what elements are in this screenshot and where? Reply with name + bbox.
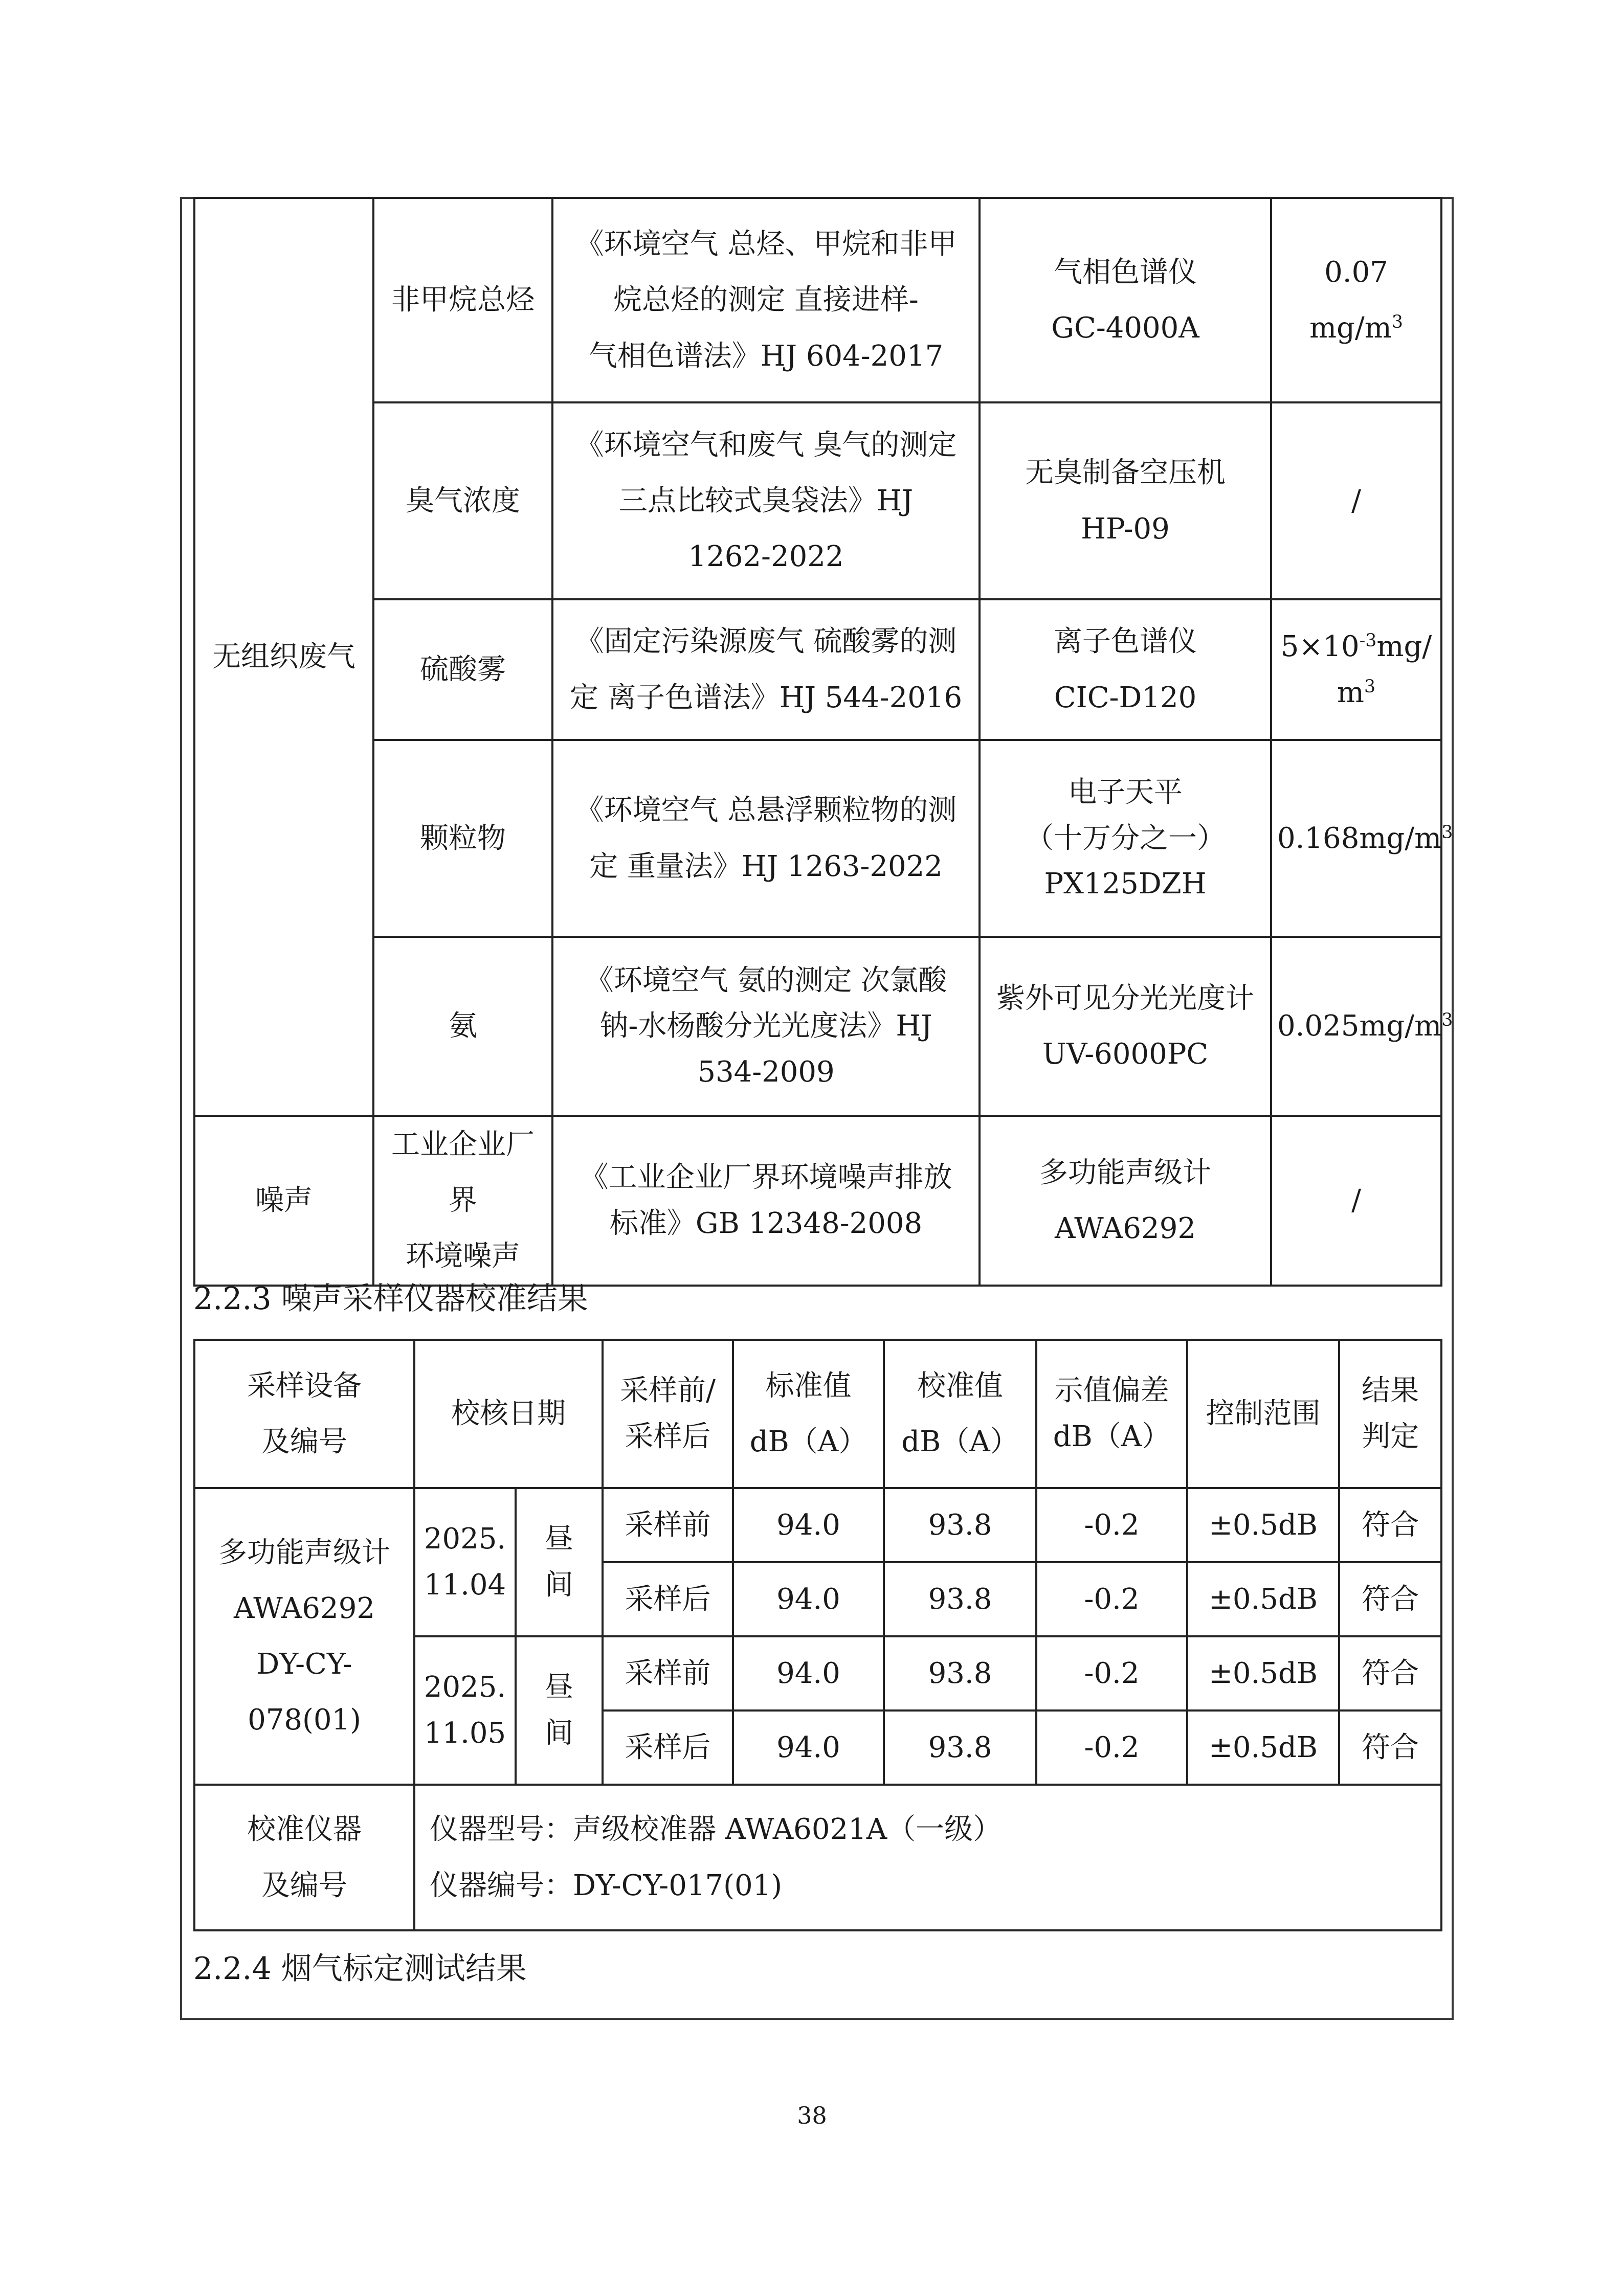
item-cell: 非甲烷总烃 <box>373 198 552 402</box>
item-cell: 臭气浓度 <box>373 402 552 599</box>
instrument-cell: 气相色谱仪 GC-4000A <box>980 198 1271 402</box>
standard-cell: 94.0 <box>733 1562 884 1636</box>
header-device: 采样设备 及编号 <box>194 1340 414 1488</box>
instrument-cell: 离子色谱仪 CIC-D120 <box>980 599 1271 740</box>
method-cell: 《环境空气 氨的测定 次氯酸 钠-水杨酸分光光度法》HJ 534-2009 <box>552 937 980 1116</box>
header-result: 结果 判定 <box>1339 1340 1441 1488</box>
calibration-table <box>193 1339 1442 1931</box>
table-row <box>194 740 1441 937</box>
category-cell: 无组织废气 <box>194 198 373 1116</box>
calibrator-label: 校准仪器 及编号 <box>194 1785 414 1930</box>
limit-cell: 0.07 $mg/m^3$ <box>1271 198 1441 402</box>
limit-cell: $0.025mg/m^3$ <box>1271 937 1441 1116</box>
calibrated-cell: 93.8 <box>884 1488 1036 1562</box>
deviation-cell: -0.2 <box>1036 1710 1187 1785</box>
method-table <box>193 197 1453 1287</box>
standard-cell: 94.0 <box>733 1488 884 1562</box>
section-heading-2-2-3: 2.2.3 噪声采样仪器校准结果 <box>193 1281 588 1317</box>
category-cell: 噪声 <box>194 1116 373 1286</box>
table-row <box>194 599 1441 740</box>
limit-cell: / <box>1271 402 1441 599</box>
range-cell: ±0.5dB <box>1187 1636 1339 1710</box>
limit-cell: $0.168mg/m^3$ <box>1271 740 1441 937</box>
header-range: 控制范围 <box>1187 1340 1339 1488</box>
header-date: 校核日期 <box>414 1340 603 1488</box>
range-cell: ±0.5dB <box>1187 1562 1339 1636</box>
range-cell: ±0.5dB <box>1187 1488 1339 1562</box>
result-cell: 符合 <box>1339 1488 1441 1562</box>
phase-cell: 采样后 <box>603 1562 733 1636</box>
period-cell: 昼 间 <box>516 1636 603 1785</box>
item-cell: 氨 <box>373 937 552 1116</box>
standard-cell: 94.0 <box>733 1636 884 1710</box>
deviation-cell: -0.2 <box>1036 1488 1187 1562</box>
calibrator-info: 仪器型号：声级校准器 AWA6021A（一级） 仪器编号：DY-CY-017(01) <box>414 1785 1441 1930</box>
header-row <box>194 1340 1441 1488</box>
result-cell: 符合 <box>1339 1562 1441 1636</box>
standard-cell: 94.0 <box>733 1710 884 1785</box>
range-cell: ±0.5dB <box>1187 1710 1339 1785</box>
page-number: 38 <box>797 2102 827 2129</box>
period-cell: 昼 间 <box>516 1488 603 1636</box>
limit-cell: $5\times 10^{-3}mg/$ $m^3$ <box>1271 599 1441 740</box>
result-cell: 符合 <box>1339 1710 1441 1785</box>
calibrator-row <box>194 1785 1441 1930</box>
date-cell: 2025. 11.04 <box>414 1488 516 1636</box>
method-cell: 《固定污染源废气 硫酸雾的测 定 离子色谱法》HJ 544-2016 <box>552 599 980 740</box>
date-cell: 2025. 11.05 <box>414 1636 516 1785</box>
device-cell: 多功能声级计 AWA6292 DY-CY-078(01) <box>194 1488 414 1785</box>
deviation-cell: -0.2 <box>1036 1636 1187 1710</box>
header-calibrated: 校准值 dB（A） <box>884 1340 1036 1488</box>
calibrated-cell: 93.8 <box>884 1562 1036 1636</box>
phase-cell: 采样前 <box>603 1636 733 1710</box>
table-row <box>194 402 1441 599</box>
limit-cell: / <box>1271 1116 1441 1286</box>
item-cell: 颗粒物 <box>373 740 552 937</box>
instrument-cell: 无臭制备空压机 HP-09 <box>980 402 1271 599</box>
calibrated-cell: 93.8 <box>884 1636 1036 1710</box>
result-cell: 符合 <box>1339 1636 1441 1710</box>
phase-cell: 采样后 <box>603 1710 733 1785</box>
method-cell: 《环境空气 总悬浮颗粒物的测 定 重量法》HJ 1263-2022 <box>552 740 980 937</box>
calibrated-cell: 93.8 <box>884 1710 1036 1785</box>
header-deviation: 示值偏差 dB（A） <box>1036 1340 1187 1488</box>
method-cell: 《环境空气和废气 臭气的测定 三点比较式臭袋法》HJ 1262-2022 <box>552 402 980 599</box>
method-cell: 《环境空气 总烃、甲烷和非甲 烷总烃的测定 直接进样- 气相色谱法》HJ 604-2017 <box>552 198 980 402</box>
section-heading-2-2-4: 2.2.4 烟气标定测试结果 <box>193 1951 527 1987</box>
table-row <box>194 1116 1441 1286</box>
table-row <box>194 937 1441 1116</box>
item-cell: 硫酸雾 <box>373 599 552 740</box>
method-cell: 《工业企业厂界环境噪声排放 标准》GB 12348-2008 <box>552 1116 980 1286</box>
item-cell: 工业企业厂界 环境噪声 <box>373 1116 552 1286</box>
header-phase: 采样前/ 采样后 <box>603 1340 733 1488</box>
deviation-cell: -0.2 <box>1036 1562 1187 1636</box>
phase-cell: 采样前 <box>603 1488 733 1562</box>
table-row <box>194 198 1441 402</box>
header-standard: 标准值 dB（A） <box>733 1340 884 1488</box>
table-row <box>194 1488 1441 1562</box>
instrument-cell: 紫外可见分光光度计 UV-6000PC <box>980 937 1271 1116</box>
instrument-cell: 电子天平 （十万分之一） PX125DZH <box>980 740 1271 937</box>
instrument-cell: 多功能声级计 AWA6292 <box>980 1116 1271 1286</box>
